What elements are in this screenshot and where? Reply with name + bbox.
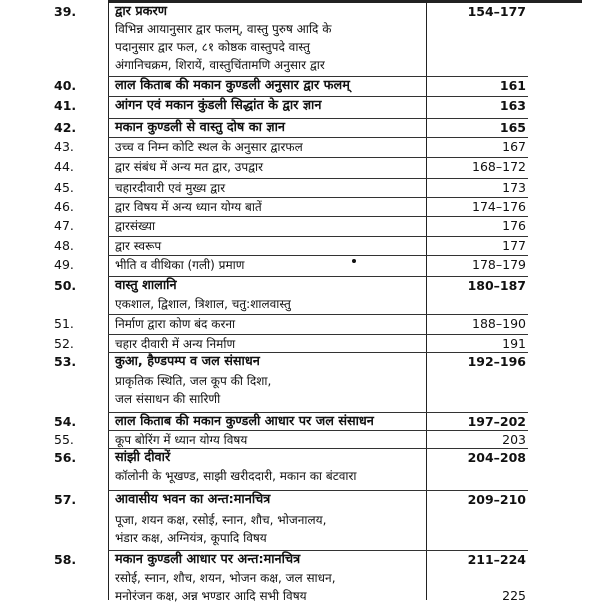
entry-title (115, 20, 425, 74)
entry-title-line: मकान कुण्डली से वास्तु दोष का ज्ञान (115, 120, 285, 135)
entry-title-line: प्राकृतिक स्थिति, जल कूप की दिशा, (115, 374, 272, 388)
entry-title-line: द्वारसंख्या (115, 219, 156, 233)
entry-page: 192–196 (467, 354, 526, 369)
entry-number: 58. (54, 552, 77, 567)
entry-page: 165 (499, 120, 526, 135)
entry-number: 49. (54, 257, 74, 272)
entry-title-line: विभिन्न आयानुसार द्वार फलम्, वास्तु पुरुष आदि के (115, 22, 332, 36)
entry-title-line: भंडार कक्ष, अग्नियंत्र, कूपादि विषय (115, 531, 267, 545)
entry-page: 197–202 (467, 414, 526, 429)
entry-number: 53. (54, 354, 77, 369)
entry-title-line: सांझी दीवारें (115, 450, 171, 465)
entry-title-line: पूजा, शयन कक्ष, रसोई, स्नान, शौच, भोजनालय, (115, 513, 327, 527)
entry-number: 50. (54, 278, 77, 293)
entry-number: 51. (54, 316, 74, 331)
entry-title (115, 3, 425, 21)
entry-number: 43. (54, 139, 74, 154)
entry-title (115, 97, 425, 115)
entry-title (115, 413, 425, 431)
entry-title (115, 179, 425, 197)
entry-title-line: वास्तु शालानि (115, 278, 177, 293)
entry-page: 211–224 (467, 552, 526, 567)
entry-page: 174–176 (472, 199, 526, 214)
entry-title-line: आंगन एवं मकान कुंडली सिद्धांत के द्वार ज्ञान (115, 98, 322, 113)
entry-title-line: निर्माण द्वारा कोण बंद करना (115, 317, 236, 331)
right-rule (426, 0, 427, 600)
entry-page: 163 (499, 98, 526, 113)
entry-title (115, 138, 425, 156)
entry-title-line: कॉलोनी के भूखण्ड, साझी खरीददारी, मकान का बंटवारा (115, 469, 357, 483)
entry-title-line: अंगानिचक्रम, शिरायें, वास्तुचिंतामणि अनुसार द्वार (115, 58, 325, 72)
entry-title-line: लाल किताब की मकान कुण्डली अनुसार द्वार फलम् (115, 78, 350, 93)
entry-page: 203 (502, 432, 526, 447)
entry-title-line: रसोई, स्नान, शौच, शयन, भोजन कक्ष, जल साधन, (115, 571, 336, 585)
entry-title-line: लाल किताब की मकान कुण्डली आधार पर जल संसाधन (115, 414, 374, 429)
entry-title-line: उच्च व निम्न कोटि स्थल के अनुसार द्वारफल (115, 140, 303, 154)
entry-page: 188–190 (472, 316, 526, 331)
entry-title (115, 277, 425, 295)
entry-title-line: चहारदीवारी एवं मुख्य द्वार (115, 181, 226, 195)
entry-page: 191 (502, 336, 526, 351)
entry-title-line: मनोरंजन कक्ष, अन्न भण्डार आदि सभी विषय (115, 589, 307, 603)
entry-title-line: द्वार स्वरूप (115, 239, 162, 253)
entry-title-line: एकशाल, द्विशाल, त्रिशाल, चतु:शालवास्तु (115, 297, 291, 311)
entry-title (115, 491, 425, 509)
entry-title (115, 77, 425, 95)
entry-title (115, 119, 425, 137)
entry-number: 47. (54, 218, 74, 233)
entry-number: 42. (54, 120, 77, 135)
entry-page: 177 (502, 238, 526, 253)
entry-title-line: भीति व वीथिका (गली) प्रमाण (115, 258, 245, 272)
entry-title (115, 353, 425, 371)
entry-page: 204–208 (467, 450, 526, 465)
entry-page: 178–179 (472, 257, 526, 272)
entry-title-line: कूप बोरिंग में ध्यान योग्य विषय (115, 433, 248, 447)
entry-title-line: मकान कुण्डली आधार पर अन्त:मानचित्र (115, 552, 301, 567)
entry-title-line: द्वार संबंध में अन्य मत द्वार, उपद्वार (115, 160, 264, 174)
entry-number: 55. (54, 432, 74, 447)
entry-page: 225 (502, 588, 526, 603)
entry-title (115, 467, 425, 485)
entry-title-line: द्वार विषय में अन्य ध्यान योग्य बातें (115, 200, 262, 214)
entry-number: 52. (54, 336, 74, 351)
entry-page: 173 (502, 180, 526, 195)
entry-title (115, 431, 425, 449)
left-rule (108, 0, 109, 600)
entry-number: 39. (54, 4, 77, 19)
entry-number: 41. (54, 98, 77, 113)
entry-title (115, 449, 425, 467)
entry-title (115, 372, 425, 408)
stray-dot (352, 259, 356, 263)
entry-title (115, 511, 425, 547)
entry-page: 176 (502, 218, 526, 233)
entry-number: 54. (54, 414, 77, 429)
entry-title-line: द्वार प्रकरण (115, 4, 167, 19)
entry-page: 180–187 (467, 278, 526, 293)
entry-page: 154–177 (467, 4, 526, 19)
entry-number: 57. (54, 492, 77, 507)
entry-page: 209–210 (467, 492, 526, 507)
entry-title (115, 335, 425, 353)
entry-title (115, 198, 425, 216)
entry-number: 40. (54, 78, 77, 93)
entry-title-line: कुआ, हैण्डपम्प व जल संसाधन (115, 354, 260, 369)
entry-page: 167 (502, 139, 526, 154)
entry-page: 161 (499, 78, 526, 93)
entry-number: 45. (54, 180, 74, 195)
entry-number: 44. (54, 159, 74, 174)
entry-title (115, 158, 425, 176)
entry-title (115, 217, 425, 235)
entry-page: 168–172 (472, 159, 526, 174)
entry-number: 46. (54, 199, 74, 214)
entry-title-line: चहार दीवारी में अन्य निर्माण (115, 337, 236, 351)
entry-title (115, 551, 425, 569)
entry-title (115, 256, 425, 274)
entry-title-line: आवासीय भवन का अन्त:मानचित्र (115, 492, 271, 507)
entry-title (115, 295, 425, 313)
entry-title-line: पदानुसार द्वार फल, ८१ कोष्ठक वास्तुपदे वास्तु (115, 40, 310, 54)
entry-number: 56. (54, 450, 77, 465)
entry-title (115, 315, 425, 333)
entry-title (115, 237, 425, 255)
entry-number: 48. (54, 238, 74, 253)
entry-title-line: जल संसाधन की सारिणी (115, 392, 221, 406)
